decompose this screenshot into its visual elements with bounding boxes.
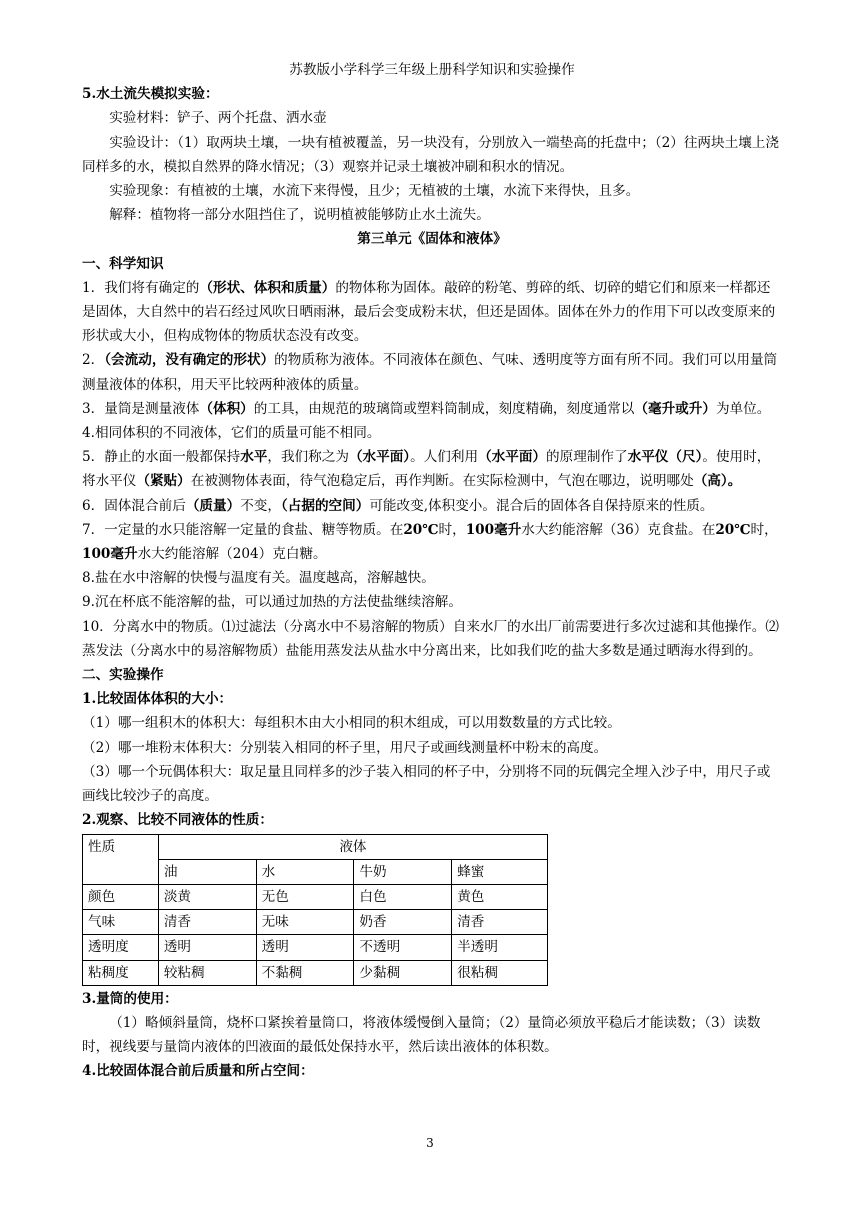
k5-keyword-5: （紧贴） <box>136 473 191 490</box>
page-content <box>82 58 782 1084</box>
table-column-header: 水 <box>256 859 354 884</box>
k1-text-2: 的物体称为固体。敲碎的粉笔、剪碎的纸、切碎的蜡它们和原来一样都还是固体，大自然中的岩石经过风吹日晒雨淋，最后会变成粉末状，但还是固体。固体在外力的作用下可以改变原来的形状或大小，但构成物体的物质状态没有改变。 <box>82 279 776 345</box>
k6-keyword-2: （占据的空间） <box>280 497 370 514</box>
table-cell: 少黏稠 <box>354 960 452 985</box>
k5-keyword: 水平 <box>240 449 268 466</box>
table-column-header: 牛奶 <box>354 859 452 884</box>
k7-text-3: 水大约能溶解（36）克食盐。在 <box>521 521 716 538</box>
table-group-header: 液体 <box>158 834 547 859</box>
knowledge-heading: 一、科学知识 <box>82 255 164 272</box>
table-column-header: 蜂蜜 <box>452 859 548 884</box>
table-cell: 清香 <box>452 910 548 935</box>
op1-title: 1.比较固体体积的大小： <box>82 691 233 708</box>
table-row <box>83 910 548 935</box>
k1-keyword: （形状、体积和质量） <box>199 279 336 296</box>
k5-keyword-4: 水平仪（尺） <box>627 449 703 466</box>
s5-explanation: 解释：植物将一部分水阻挡住了，说明植被能够防止水土流失。 <box>109 207 490 224</box>
table-row <box>83 960 548 985</box>
k6-text-3: 可能改变,体积变小。混合后的固体各自保持原来的性质。 <box>369 497 714 514</box>
knowledge-item-7 <box>82 518 782 566</box>
k5-text-4: 的原理制作了 <box>546 449 628 466</box>
knowledge-item-5 <box>82 445 782 493</box>
k7-temp: 20℃ <box>403 521 439 538</box>
op3-text: （1）略倾斜量筒，烧杯口紧挨着量筒口，将液体缓慢倒入量筒；（2）量筒必须放平稳后才能读数；（3）读数时，视线要与量筒内液体的凹液面的最低处保持水平，然后读出液体的体积数。 <box>82 1014 761 1056</box>
k7-volume: 100毫升 <box>465 521 522 538</box>
k1-text: 1．我们将有确定的 <box>82 279 200 296</box>
op1-item-2: （2）哪一堆粉末体积大：分别装入相同的杯子里，用尺子或画线测量杯中粉末的高度。 <box>82 739 608 756</box>
k7-text-4: 时， <box>750 521 778 538</box>
table-row-label: 气味 <box>83 910 159 935</box>
s5-design: 实验设计：（1）取两块土壤，一块有植被覆盖，另一块没有，分别放入一端垫高的托盘中；（2）往两块土壤上浇同样多的水，模拟自然界的降水情况；（3）观察并记录土壤被冲刷和积水的情况。 <box>82 134 779 175</box>
k7-text-5: 水大约能溶解（204）克白糖。 <box>137 546 327 563</box>
op3-title: 3.量筒的使用： <box>82 990 178 1007</box>
table-row <box>83 884 548 909</box>
k5-keyword-6: （高）。 <box>693 473 742 490</box>
knowledge-item-6 <box>82 494 782 518</box>
table-cell: 奶香 <box>354 910 452 935</box>
k3-keyword-2: （毫升或升） <box>634 400 716 417</box>
liquid-properties-table <box>82 834 548 986</box>
k2-text: 的物质称为液体。不同液体在颜色、气味、透明度等方面有所不同。我们可以用量筒测量液体的体积，用天平比较两种液体的质量。 <box>82 352 778 393</box>
section-5-title: 5.水土流失模拟实验： <box>82 86 219 103</box>
page-header: 苏教版小学科学三年级上册科学知识和实验操作 <box>289 62 575 78</box>
table-cell: 透明 <box>256 935 354 960</box>
table-cell: 无味 <box>256 910 354 935</box>
knowledge-item-8: 8.盐在水中溶解的快慢与温度有关。温度越高，溶解越快。 <box>82 570 435 587</box>
unit-3-title: 第三单元《固体和液体》 <box>357 231 507 248</box>
table-cell: 不黏稠 <box>256 960 354 985</box>
knowledge-item-10: 10．分离水中的物质。⑴过滤法（分离水中不易溶解的物质）自来水厂的水出厂前需要进行多次过滤和其他操作。⑵蒸发法（分离水中的易溶解物质）盐能用蒸发法从盐水中分离出来，比如我们吃的盐大多数是通过晒海水得到的。 <box>82 618 779 659</box>
table-cell: 不透明 <box>354 935 452 960</box>
table-cell: 清香 <box>158 910 256 935</box>
k2-num: 2． <box>82 352 105 369</box>
knowledge-item-4: 4.相同体积的不同液体，它们的质量可能不相同。 <box>82 425 381 442</box>
table-cell: 黄色 <box>452 884 548 909</box>
table-cell: 无色 <box>256 884 354 909</box>
table-cell: 透明 <box>158 935 256 960</box>
k5-text-6: 在被测物体表面，待气泡稳定后，再作判断。在实际检测中，气泡在哪边，说明哪处 <box>190 473 694 490</box>
k3-keyword: （体积） <box>199 400 254 417</box>
knowledge-item-1 <box>82 276 782 349</box>
table-header-row <box>83 834 548 859</box>
knowledge-item-9: 9.沉在杯底不能溶解的盐，可以通过加热的方法使盐继续溶解。 <box>82 594 462 611</box>
k5-keyword-3: （水平面） <box>478 449 547 466</box>
op1-item-1: （1）哪一组积木的体积大：每组积木由大小相同的积木组成，可以用数数量的方式比较。 <box>82 715 621 732</box>
k6-keyword: （质量） <box>185 497 241 514</box>
k7-text: 7．一定量的水只能溶解一定量的食盐、糖等物质。在 <box>82 521 404 538</box>
k5-text: 5．静止的水面一般都保持 <box>82 449 241 466</box>
table-corner-cell: 性质 <box>83 834 159 884</box>
k7-volume-2: 100毫升 <box>82 546 138 563</box>
k6-text: 6．固体混合前后 <box>82 497 186 514</box>
knowledge-item-3 <box>82 397 782 421</box>
table-cell: 白色 <box>354 884 452 909</box>
table-cell: 淡黄 <box>158 884 256 909</box>
k3-text: 3．量筒是测量液体 <box>82 400 200 417</box>
k3-text-3: 为单位。 <box>715 400 771 417</box>
k3-text-2: 的工具，由规范的玻璃筒或塑料筒制成，刻度精确，刻度通常以 <box>253 400 635 417</box>
table-row-label: 颜色 <box>83 884 159 909</box>
knowledge-item-2 <box>82 348 782 396</box>
table-cell: 较粘稠 <box>158 960 256 985</box>
table-row-label: 粘稠度 <box>83 960 159 985</box>
table-cell: 很粘稠 <box>452 960 548 985</box>
table-row <box>83 935 548 960</box>
operations-heading: 二、实验操作 <box>82 667 164 684</box>
op2-title: 2.观察、比较不同液体的性质： <box>82 812 273 829</box>
s5-phenomenon: 实验现象：有植被的土壤，水流下来得慢，且少；无植被的土壤，水流下来得快，且多。 <box>109 183 640 200</box>
op1-item-3: （3）哪一个玩偶体积大：取足量且同样多的沙子装入相同的杯子中，分别将不同的玩偶完全埋入沙子中，用尺子或画线比较沙子的高度。 <box>82 763 771 805</box>
k6-text-2: 不变， <box>240 497 281 514</box>
k7-temp-2: 20℃ <box>715 521 751 538</box>
table-cell: 半透明 <box>452 935 548 960</box>
k5-text-2: ，我们称之为 <box>267 449 349 466</box>
page-number: 3 <box>426 1136 434 1150</box>
k5-text-3: 。人们利用 <box>410 449 479 466</box>
op4-title: 4.比较固体混合前后质量和所占空间： <box>82 1063 314 1080</box>
k7-text-2: 时， <box>438 521 466 538</box>
table-row-label: 透明度 <box>83 935 159 960</box>
k2-keyword: （会流动，没有确定的形状） <box>104 352 275 369</box>
s5-materials: 实验材料：铲子、两个托盘、洒水壶 <box>109 110 327 127</box>
k5-text-5: 。使用时，将水平仪 <box>82 449 771 490</box>
table-column-header: 油 <box>158 859 256 884</box>
k5-keyword-2: （水平面） <box>348 449 411 466</box>
